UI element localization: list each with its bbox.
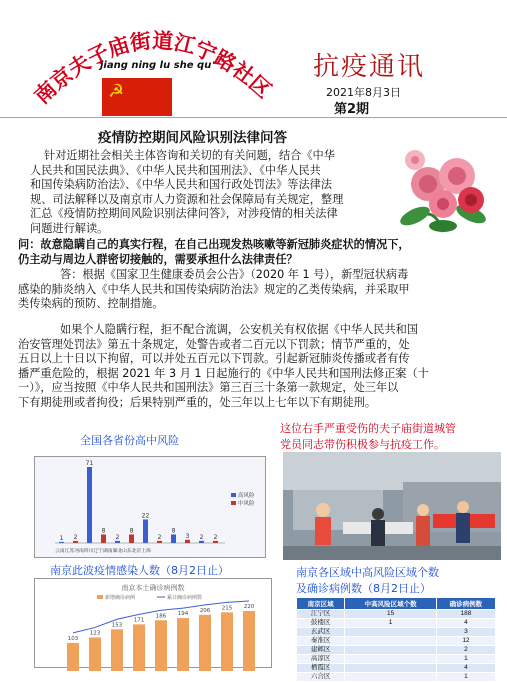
intro-line: 汇总《疫情防控期间风险识别法律问答》，对涉疫情的相关法律 bbox=[30, 207, 338, 220]
risk-bar bbox=[171, 534, 176, 543]
table-row bbox=[297, 664, 496, 673]
table-cell: 高淳区 bbox=[297, 655, 345, 664]
case-bar bbox=[199, 615, 211, 671]
table-cell bbox=[345, 655, 437, 664]
table-cell: 秦淮区 bbox=[297, 637, 345, 646]
case-bar bbox=[111, 629, 123, 671]
table-cell: 江宁区 bbox=[297, 610, 345, 619]
community-name: 南京夫子庙街道江宁路社区 bbox=[29, 28, 276, 109]
case-bar bbox=[89, 637, 101, 671]
risk-bar bbox=[185, 540, 190, 543]
table-cell: 玄武区 bbox=[297, 628, 345, 637]
issue-number: 第2期 bbox=[334, 102, 370, 117]
risk-bar-chart bbox=[34, 456, 266, 558]
intro-line: 问题进行解读。 bbox=[30, 221, 109, 235]
risk-bar bbox=[129, 534, 134, 543]
risk-bar-label: 2 bbox=[213, 533, 218, 541]
table-row bbox=[297, 673, 496, 682]
article-intro bbox=[30, 149, 390, 236]
case-bar bbox=[243, 611, 255, 671]
risk-bar bbox=[143, 519, 148, 543]
photo-caption bbox=[280, 420, 505, 452]
risk-bar-label: 2 bbox=[199, 533, 204, 541]
newsletter-title: 抗疫通讯 bbox=[313, 52, 426, 82]
district-table-caption bbox=[296, 564, 506, 596]
risk-bar-label: 71 bbox=[85, 460, 94, 467]
volunteer-photo bbox=[283, 452, 501, 560]
legend-medium: 中风险 bbox=[238, 501, 255, 507]
table-header: 中高风险区域个数 bbox=[345, 598, 437, 610]
table-cell: 1 bbox=[345, 619, 437, 628]
table-cell bbox=[345, 673, 437, 682]
risk-bar-label: 2 bbox=[157, 533, 162, 541]
table-cell: 六合区 bbox=[297, 673, 345, 682]
table-cell: 栖霞区 bbox=[297, 664, 345, 673]
case-bar-label: 215 bbox=[221, 605, 233, 612]
answer-line: 下有期徒刑或者拘役；后果特别严重的，处三年以上七年以下有期徒刑。 bbox=[18, 395, 377, 409]
table-header: 南京区域 bbox=[297, 598, 345, 610]
table-row bbox=[297, 655, 496, 664]
table-row bbox=[297, 619, 496, 628]
risk-bar bbox=[87, 467, 92, 543]
photo-caption-line: 党员同志带伤积极参与抗疫工作。 bbox=[280, 438, 445, 451]
party-flag bbox=[102, 78, 172, 116]
answer-paragraph-2 bbox=[18, 323, 498, 410]
answer-line: 类传染病的预防、控制措施。 bbox=[18, 297, 164, 310]
answer-line: 如果个人隐瞒行程，拒不配合流调，公安机关有权依据《中华人民共和国 bbox=[60, 323, 419, 336]
case-bar-label: 171 bbox=[133, 617, 145, 624]
risk-bar bbox=[101, 534, 106, 543]
answer-line: 治安管理处罚法》第五十条规定，处警告或者二百元以下罚款；情节严重的，处 bbox=[18, 337, 410, 351]
case-bar-label: 220 bbox=[243, 604, 255, 610]
answer-line: 感染的肺炎纳入《中华人民共和国传染病防治法》规定的乙类传染病，并采取甲 bbox=[18, 282, 410, 296]
table-cell: 12 bbox=[436, 637, 495, 646]
answer-line: 播严重危险的，根据 2021 年 3 月 1 日起施行的《中华人民共和国刑法修正案（十 bbox=[18, 366, 429, 380]
risk-chart-source: 云南江苏河南四川辽宁湖南湖北山东北京上海 bbox=[55, 549, 151, 554]
risk-bar bbox=[73, 541, 78, 543]
answer-line: 答：根据《国家卫生健康委员会公告》（2020 年 1 号），新型冠状病毒 bbox=[60, 268, 409, 281]
answer-paragraph-1 bbox=[18, 268, 498, 312]
intro-line: 规、司法解释以及南京市人力资源和社会保障局有关规定，整理 bbox=[30, 192, 344, 206]
intro-line: 针对近期社会相关主体咨询和关切的有关问题，结合《中华 bbox=[44, 149, 335, 162]
case-bar bbox=[133, 624, 145, 671]
cases-legend-total: 累计确诊病例数 bbox=[167, 595, 203, 601]
nanjing-cases-chart bbox=[34, 578, 272, 668]
table-header: 确诊病例数 bbox=[436, 598, 495, 610]
risk-bar-label: 1 bbox=[59, 534, 64, 542]
community-pinyin: jiang ning lu she qu bbox=[100, 60, 212, 71]
risk-bar-label: 2 bbox=[73, 533, 78, 541]
table-cell bbox=[345, 646, 437, 655]
table-cell: 建邺区 bbox=[297, 646, 345, 655]
table-cell bbox=[345, 664, 437, 673]
answer-line: 五日以上十日以下拘留，可以并处五百元以下罚款。引起新冠肺炎传播或者有传 bbox=[18, 352, 410, 365]
risk-bar bbox=[157, 541, 162, 543]
risk-bar-label: 2 bbox=[115, 533, 120, 541]
case-bar bbox=[155, 620, 167, 671]
district-caption-line: 及确诊病例数（8月2日止） bbox=[296, 582, 431, 595]
question-line: 问：故意隐瞒自己的真实行程，在自己出现发热咳嗽等新冠肺炎症状的情况下， bbox=[18, 238, 410, 251]
table-row bbox=[297, 628, 496, 637]
case-bar bbox=[177, 618, 189, 671]
risk-bar-label: 22 bbox=[141, 512, 150, 520]
case-bar-label: 194 bbox=[177, 611, 189, 618]
risk-bar-label: 3 bbox=[185, 532, 190, 540]
table-cell: 1 bbox=[436, 673, 495, 682]
header-divider bbox=[0, 117, 507, 118]
intro-line: 和国传染病防治法》、《中华人民共和国行政处罚法》等法律法 bbox=[30, 178, 333, 191]
nanjing-cases-caption: 南京此波疫情感染人数（8月2日止） bbox=[50, 564, 229, 577]
table-cell: 15 bbox=[345, 610, 437, 619]
issue-date: 2021年8月3日 bbox=[326, 86, 401, 99]
risk-bar bbox=[199, 541, 204, 543]
roses-image bbox=[393, 142, 497, 238]
risk-bar bbox=[115, 541, 120, 543]
risk-bar-label: 8 bbox=[171, 527, 176, 535]
case-bar bbox=[67, 643, 79, 671]
case-bar bbox=[221, 612, 233, 671]
table-cell: 3 bbox=[436, 628, 495, 637]
intro-line: 人民共和国民法典》、《中华人民共和国刑法》、《中华人民共 bbox=[30, 163, 321, 177]
cases-chart-svg bbox=[35, 579, 271, 667]
table-cell: 4 bbox=[436, 664, 495, 673]
question-line: 仍主动与周边人群密切接触的，需要承担什么法律责任？ bbox=[18, 252, 298, 266]
cases-chart-title: 南京本土确诊病例数 bbox=[121, 584, 185, 592]
risk-bar-label: 8 bbox=[101, 527, 106, 535]
district-table bbox=[296, 597, 496, 682]
case-bar-label: 206 bbox=[199, 607, 211, 614]
risk-chart-svg bbox=[35, 457, 265, 557]
legend-high: 高风险 bbox=[238, 493, 255, 499]
answer-line: 一）》，应当按照《中华人民共和国刑法》第三百三十条第一款规定，处三年以 bbox=[18, 381, 399, 394]
question bbox=[18, 238, 498, 267]
risk-chart-caption: 全国各省份高中风险 bbox=[80, 434, 179, 447]
photo-caption-line: 这位右手严重受伤的夫子庙街道城管 bbox=[280, 422, 456, 435]
article-title: 疫情防控期间风险识别法律问答 bbox=[98, 130, 287, 146]
table-cell: 1 bbox=[436, 655, 495, 664]
risk-bar bbox=[213, 541, 218, 543]
case-bar-label: 123 bbox=[89, 630, 101, 637]
table-row bbox=[297, 646, 496, 655]
case-bar-label: 186 bbox=[155, 613, 167, 620]
table-row bbox=[297, 610, 496, 619]
district-table-image bbox=[296, 597, 496, 680]
table-cell: 鼓楼区 bbox=[297, 619, 345, 628]
table-cell: 2 bbox=[436, 646, 495, 655]
table-cell: 188 bbox=[436, 610, 495, 619]
hammer-sickle-icon: ☭ bbox=[108, 81, 125, 102]
risk-bar bbox=[59, 542, 64, 543]
case-bar-label: 103 bbox=[67, 635, 79, 642]
table-cell: 4 bbox=[436, 619, 495, 628]
table-cell bbox=[345, 628, 437, 637]
table-cell bbox=[345, 637, 437, 646]
district-caption-line: 南京各区域中高风险区域个数 bbox=[296, 566, 439, 579]
risk-bar-label: 8 bbox=[129, 527, 134, 535]
cases-legend-new: 新增确诊病例 bbox=[105, 595, 136, 601]
case-bar-label: 153 bbox=[111, 622, 123, 629]
table-row bbox=[297, 637, 496, 646]
